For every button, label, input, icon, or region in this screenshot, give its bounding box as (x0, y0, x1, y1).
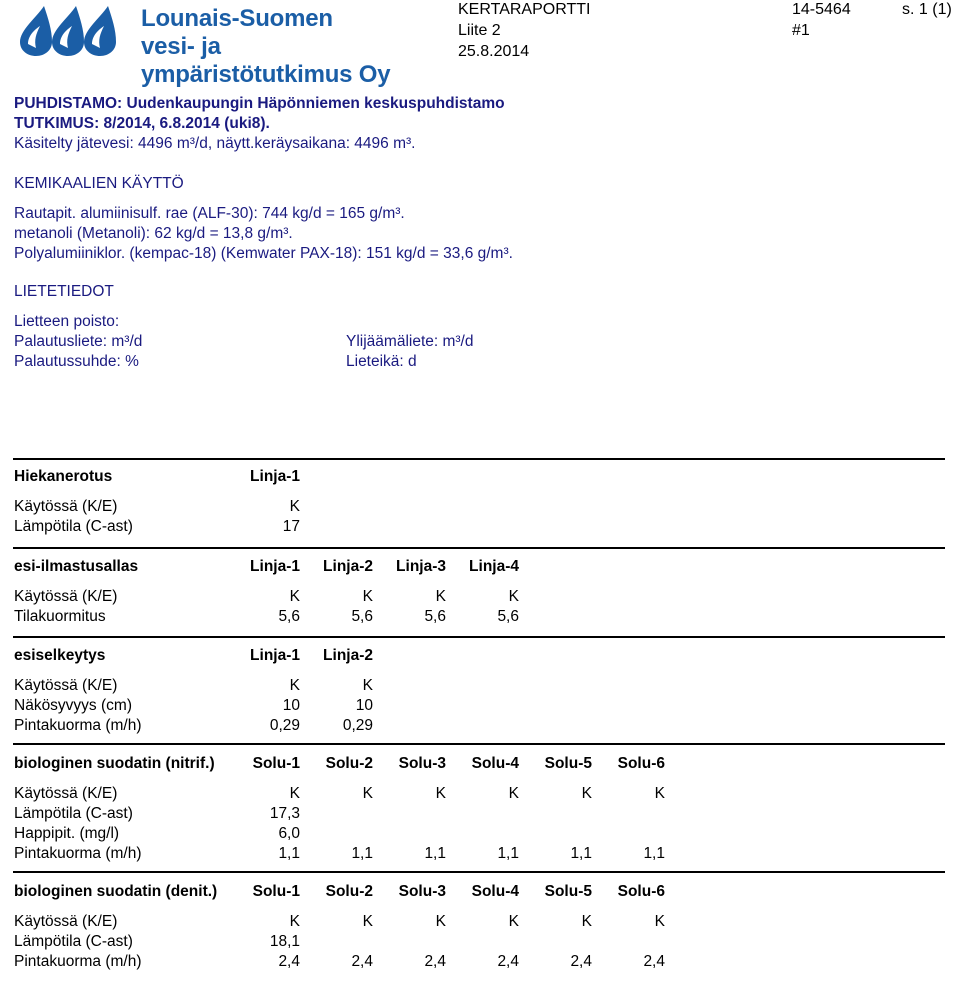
table-cell: 1,1 (570, 845, 592, 862)
table-cell: K (581, 913, 592, 930)
section-divider (13, 743, 945, 745)
section-divider (13, 636, 945, 638)
column-header: Linja-2 (323, 558, 373, 575)
column-header: Linja-2 (323, 647, 373, 664)
report-date: 25.8.2014 (458, 43, 530, 60)
column-header: Solu-3 (398, 883, 446, 900)
row-label: Lämpötila (C-ast) (14, 933, 133, 950)
table-cell: 10 (355, 697, 373, 714)
table-cell: K (362, 913, 373, 930)
page-number: s. 1 (1) (902, 1, 952, 18)
table-cell: K (362, 785, 373, 802)
table-cell: 2,4 (424, 953, 446, 970)
table-cell: 17 (282, 518, 300, 535)
column-header: Linja-1 (250, 647, 300, 664)
org-name-line1: Lounais-Suomen (141, 5, 333, 32)
table-cell: K (654, 913, 665, 930)
row-label: Käytössä (K/E) (14, 498, 118, 515)
column-header: Solu-4 (471, 883, 519, 900)
org-name-line2: vesi- ja ympäristötutkimus Oy (141, 33, 391, 88)
excess-sludge: Ylijäämäliete: m³/d (346, 333, 474, 350)
table-cell: 17,3 (269, 805, 300, 822)
table-cell: 5,6 (424, 608, 446, 625)
treated-water: Käsitelty jätevesi: 4496 m³/d, näytt.keräysaikana: 4496 m³. (14, 135, 416, 152)
row-label: Käytössä (K/E) (14, 913, 118, 930)
table-cell: 1,1 (497, 845, 519, 862)
table-cell: K (289, 785, 300, 802)
table-cell: 5,6 (278, 608, 300, 625)
table-cell: K (581, 785, 592, 802)
table-cell: 1,1 (643, 845, 665, 862)
table-cell: K (508, 785, 519, 802)
table-cell: 2,4 (570, 953, 592, 970)
row-label: Pintakuorma (m/h) (14, 953, 142, 970)
chemical-item: Rautapit. alumiinisulf. rae (ALF-30): 744 kg/d = 165 g/m³. (14, 205, 405, 222)
column-header: Solu-4 (471, 755, 519, 772)
section-title: biologinen suodatin (nitrif.) (14, 755, 215, 772)
table-cell: 0,29 (269, 717, 300, 734)
table-cell: K (435, 913, 446, 930)
row-label: Käytössä (K/E) (14, 785, 118, 802)
column-header: Solu-2 (325, 755, 373, 772)
section-title: esiselkeytys (14, 647, 106, 664)
table-cell: 2,4 (497, 953, 519, 970)
table-cell: K (289, 677, 300, 694)
row-label: Lämpötila (C-ast) (14, 805, 133, 822)
chemical-item: Polyalumiiniklor. (kempac-18) (Kemwater PAX-18): 151 kg/d = 33,6 g/m³. (14, 245, 513, 262)
table-cell: 1,1 (278, 845, 300, 862)
section-divider (13, 458, 945, 460)
table-cell: 2,4 (643, 953, 665, 970)
chemicals-title: KEMIKAALIEN KÄYTTÖ (14, 175, 184, 192)
row-label: Pintakuorma (m/h) (14, 845, 142, 862)
row-label: Käytössä (K/E) (14, 677, 118, 694)
row-label: Käytössä (K/E) (14, 588, 118, 605)
column-header: Solu-5 (544, 755, 592, 772)
table-cell: K (289, 913, 300, 930)
table-cell: K (362, 677, 373, 694)
section-title: esi-ilmastusallas (14, 558, 139, 575)
row-label: Näkösyvyys (cm) (14, 697, 132, 714)
report-type: KERTARAPORTTI (458, 1, 591, 18)
column-header: Solu-6 (617, 883, 665, 900)
table-cell: K (289, 588, 300, 605)
table-cell: K (508, 913, 519, 930)
column-header: Linja-3 (396, 558, 446, 575)
table-cell: K (654, 785, 665, 802)
table-cell: 0,29 (342, 717, 373, 734)
column-header: Linja-1 (250, 468, 300, 485)
table-cell: K (289, 498, 300, 515)
column-header: Solu-5 (544, 883, 592, 900)
section-divider (13, 547, 945, 549)
table-cell: K (508, 588, 519, 605)
table-cell: 2,4 (278, 953, 300, 970)
sludge-removal: Lietteen poisto: (14, 313, 120, 330)
column-header: Linja-1 (250, 558, 300, 575)
column-header: Solu-1 (252, 883, 300, 900)
column-header: Solu-6 (617, 755, 665, 772)
column-header: Solu-1 (252, 755, 300, 772)
table-cell: 10 (282, 697, 300, 714)
table-cell: 1,1 (351, 845, 373, 862)
plant-name: PUHDISTAMO: Uudenkaupungin Häpönniemen keskuspuhdistamo (14, 95, 505, 112)
company-logo (14, 4, 434, 88)
return-ratio: Palautussuhde: % (14, 353, 139, 370)
table-cell: 5,6 (351, 608, 373, 625)
report-number: 14-5464 (792, 1, 851, 18)
column-header: Linja-4 (469, 558, 519, 575)
row-label: Lämpötila (C-ast) (14, 518, 133, 535)
row-label: Tilakuormitus (14, 608, 106, 625)
return-sludge: Palautusliete: m³/d (14, 333, 143, 350)
column-header: Solu-3 (398, 755, 446, 772)
water-drops-logo-icon (14, 4, 134, 56)
table-cell: 2,4 (351, 953, 373, 970)
section-divider (13, 871, 945, 873)
report-index: #1 (792, 22, 810, 39)
table-cell: K (435, 588, 446, 605)
table-cell: 18,1 (269, 933, 300, 950)
section-title: Hiekanerotus (14, 468, 113, 485)
row-label: Happipit. (mg/l) (14, 825, 120, 842)
table-cell: K (362, 588, 373, 605)
table-cell: 6,0 (278, 825, 300, 842)
section-title: biologinen suodatin (denit.) (14, 883, 218, 900)
row-label: Pintakuorma (m/h) (14, 717, 142, 734)
sludge-title: LIETETIEDOT (14, 283, 114, 300)
table-cell: K (435, 785, 446, 802)
chemical-item: metanoli (Metanoli): 62 kg/d = 13,8 g/m³. (14, 225, 293, 242)
attachment-label: Liite 2 (458, 22, 501, 39)
table-cell: 5,6 (497, 608, 519, 625)
study-info: TUTKIMUS: 8/2014, 6.8.2014 (uki8). (14, 115, 270, 132)
table-cell: 1,1 (424, 845, 446, 862)
column-header: Solu-2 (325, 883, 373, 900)
sludge-age: Lieteikä: d (346, 353, 417, 370)
